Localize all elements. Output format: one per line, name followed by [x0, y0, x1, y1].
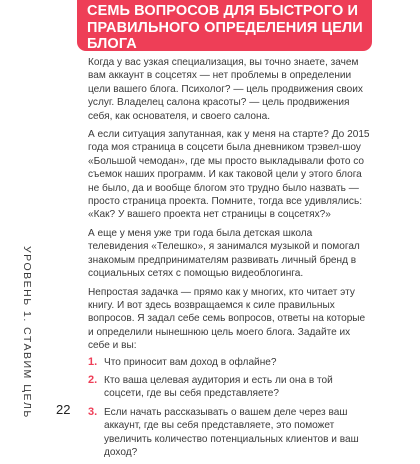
section-title: СЕМЬ ВОПРОСОВ ДЛЯ БЫСТРОГО И ПРАВИЛЬНОГО ОПРЕДЕЛЕНИЯ ЦЕЛИ БЛОГА	[87, 3, 363, 52]
list-item	[88, 406, 373, 460]
paragraph: А если ситуация запутанная, как у меня на старте? До 2015 года моя страница в соцсети была дневником трэвел-шоу «Большой чемодан», где мы просто выкладывали фото со съемок наших программ. И как таковой цели у этого блога не было, да и вообще блогом это трудно было назвать — просто страница проекта. Помните, тогда все удивлялись: «Как? У вашего проекта нет страницы в соцсетях?»	[88, 129, 370, 221]
paragraph: Когда у вас узкая специализация, вы точно знаете, зачем вам аккаунт в соцсетях — нет проблемы в определении цели вашего блога. Психолог? — цель продвижения своих услуг. Владелец салона красоты? — цель продвижения себя, как основателя, и своего салона.	[88, 57, 363, 122]
paragraph: А еще у меня уже три года была детская школа телевидения «Телешко», я занимался музыкой и помогал знакомым предпринимателям развивать личный бренд в социальных сетях с помощью видеоблогинга.	[88, 227, 360, 280]
paragraph: Непростая задачка — прямо как у многих, кто читает эту книгу. И вот здесь возвращаемся к силе правильных вопросов. Я задал себе семь вопросов, ответы на которые и определили нынешнюю цель моего блога. Задайте их себе и вы:	[88, 286, 366, 352]
question-number: 2.	[88, 373, 98, 386]
question-text: Если начать рассказывать о вашем деле через ваш аккаунт, где вы себя представляете, это поможет увеличить количество потенциальных клиентов и ваш доход?	[104, 406, 359, 458]
chapter-side-label: УРОВЕНЬ 1. СТАВИМ ЦЕЛЬ	[21, 246, 33, 419]
question-text: Что приносит вам доход в офлайне?	[104, 356, 277, 368]
body-text	[88, 56, 373, 464]
questions-list	[88, 356, 373, 460]
question-text: Кто ваша целевая аудитория и есть ли она в той соцсети, где вы себя представляете?	[104, 374, 333, 400]
section-header	[77, 0, 372, 51]
question-number: 1.	[88, 355, 98, 368]
page-number: 22	[56, 402, 71, 417]
question-number: 3.	[88, 405, 98, 418]
list-item	[88, 374, 373, 401]
list-item	[88, 356, 373, 369]
